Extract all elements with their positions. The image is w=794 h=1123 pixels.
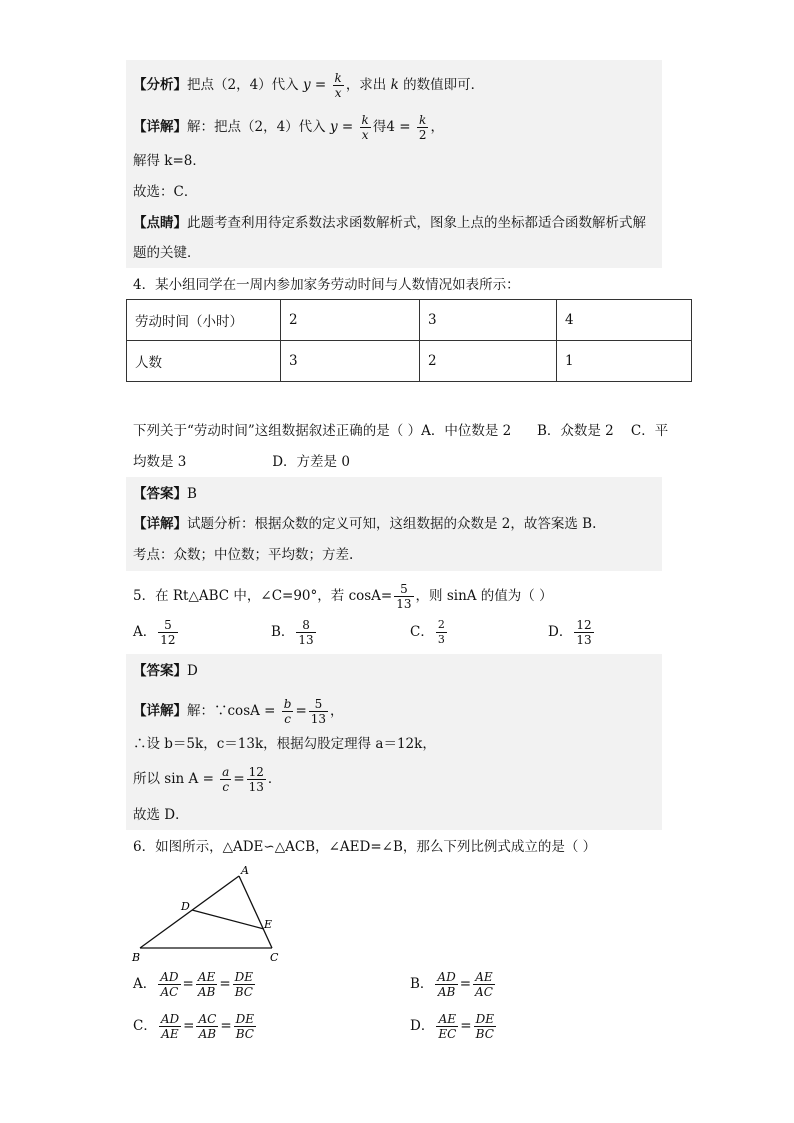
q3-comment: 【点睛】此题考查利用待定系数法求函数解析式，图象上点的坐标都适合函数解析式解 — [133, 215, 646, 231]
table-row — [127, 341, 692, 382]
q4-table — [126, 299, 692, 382]
q3-comment-cont: 题的关键． — [133, 245, 201, 261]
q5-detail: 【详解】解：∵cosA = $\frac{b}{c}$ = $\frac{5}{13}$ ， — [133, 697, 344, 726]
q5-option-d[interactable]: D． $\frac{12}{13}$ — [548, 618, 592, 647]
q5-option-c[interactable]: C． $\frac{2}{3}$ — [410, 618, 445, 646]
q4-points: 考点：众数；中位数；平均数；方差. — [133, 547, 354, 563]
q6-stem: 6．如图所示，△ADE∽△ACB，∠AED=∠B，那么下列比例式成立的是（ ） — [133, 839, 597, 855]
q6-option-b[interactable]: B． $\frac{AD}{AB}$ = $\frac{AE}{AC}$ — [410, 970, 493, 999]
label-e: E — [264, 918, 273, 931]
table-row — [127, 300, 692, 341]
q4-detail: 【详解】试题分析：根据众数的定义可知，这组数据的众数是 2，故答案选 B. — [133, 516, 597, 532]
fraction: $\frac{k}{x}$ — [334, 71, 342, 100]
label-b: B — [132, 951, 141, 964]
label-d: D — [181, 900, 190, 913]
table-cell: 3 — [281, 341, 420, 382]
label-a: A — [241, 864, 249, 877]
table-cell: 4 — [557, 300, 692, 341]
q6-option-c[interactable]: C． $\frac{AD}{AE}$ = $\frac{AC}{AB}$ = $\frac{DE}{BC}$ — [133, 1012, 255, 1041]
q3-solve: 解得 k=8． — [133, 153, 206, 169]
q5-so: 所以 sin A = $\frac{a}{c}$ = $\frac{12}{13}$ ． — [133, 765, 282, 794]
table-cell: 劳动时间（小时） — [127, 300, 281, 341]
q4-stem: 4．某小组同学在一周内参加家务劳动时间与人数情况如表所示： — [133, 277, 520, 293]
q4-answer: 【答案】B — [133, 486, 197, 502]
q5-option-b[interactable]: B． $\frac{8}{13}$ — [271, 618, 314, 647]
table-cell: 2 — [420, 341, 557, 382]
fraction: $\frac{5}{13}$ — [396, 582, 412, 611]
q5-let: ∴设 b＝5k，c＝13k，根据勾股定理得 a＝12k， — [133, 736, 436, 752]
q5-option-a[interactable]: A． $\frac{5}{12}$ — [133, 618, 176, 647]
side-ac — [239, 876, 272, 948]
q5-choice: 故选 D． — [133, 807, 189, 823]
q3-analysis: 【分析】把点（2，4）代入 y = $\frac{k}{x}$ ，求出 k 的数值即可． — [133, 71, 485, 100]
q3-choice: 故选：C． — [133, 184, 198, 200]
q5-stem: 5．在 Rt△ABC 中，∠C=90°，若 cosA= $\frac{5}{13}$ ，则 sinA 的值为（ ） — [133, 582, 553, 611]
triangle-figure — [126, 862, 296, 966]
q4-question-cont: 均数是 3 D．方差是 0 — [133, 454, 350, 470]
table-cell: 3 — [420, 300, 557, 341]
q6-option-d[interactable]: D． $\frac{AE}{EC}$ = $\frac{DE}{BC}$ — [410, 1012, 494, 1041]
fraction: $\frac{k}{x}$ — [361, 113, 369, 142]
label-c: C — [270, 951, 279, 964]
segment-de — [192, 910, 264, 929]
q6-option-a[interactable]: A． $\frac{AD}{AC}$ = $\frac{AE}{AB}$ = $\frac{DE}{BC}$ — [133, 970, 254, 999]
q3-detail: 【详解】解：把点（2，4）代入 y = $\frac{k}{x}$ 得4 = $\frac{k}{2}$ ， — [133, 113, 444, 142]
table-cell: 1 — [557, 341, 692, 382]
table-cell: 2 — [281, 300, 420, 341]
q4-question: 下列关于“劳动时间”这组数据叙述正确的是（ ）A．中位数是 2 B．众数是 2 C．平 — [133, 423, 669, 439]
table-cell: 人数 — [127, 341, 281, 382]
fraction: $\frac{k}{2}$ — [418, 113, 427, 142]
q5-answer: 【答案】D — [133, 663, 198, 679]
